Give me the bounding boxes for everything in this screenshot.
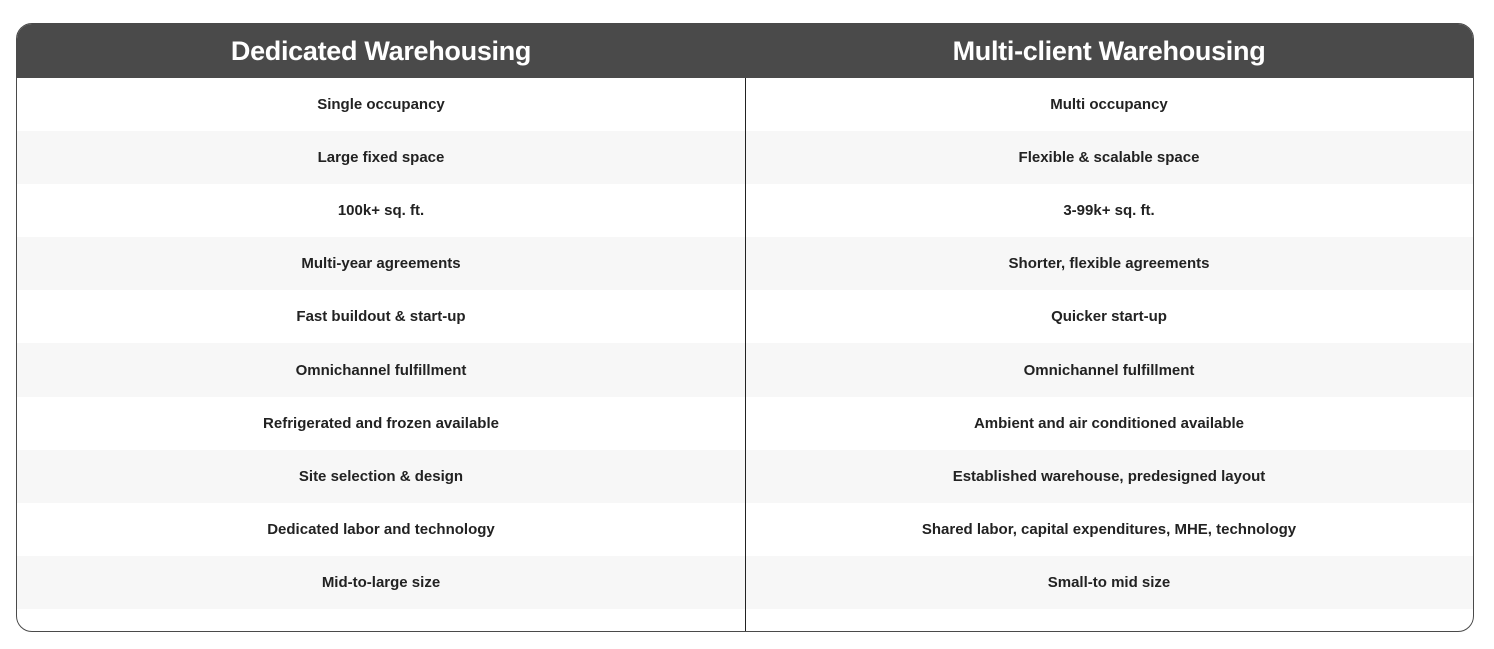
table-cell-dedicated: 100k+ sq. ft.	[337, 202, 425, 220]
table-cell-multi-client: 3-99k+ sq. ft.	[1063, 202, 1155, 220]
table-cell-multi-client: Shorter, flexible agreements	[1008, 255, 1210, 273]
table-cell-dedicated: Refrigerated and frozen available	[263, 414, 499, 432]
table-cell-dedicated: Single occupancy	[317, 96, 445, 114]
table-cell-dedicated: Multi-year agreements	[301, 255, 461, 273]
table-cell-dedicated: Fast buildout & start-up	[296, 308, 466, 326]
table-cell-multi-client: Established warehouse, predesigned layout	[952, 467, 1266, 485]
table-body	[17, 78, 1473, 632]
table-header-row	[17, 24, 1473, 78]
column-header-multi-client: Multi-client Warehousing	[952, 35, 1266, 66]
table-cell-multi-client: Quicker start-up	[1051, 308, 1167, 326]
table-cell-multi-client: Flexible & scalable space	[1018, 149, 1200, 167]
table-cell-dedicated: Mid-to-large size	[321, 573, 441, 591]
table-cell-dedicated: Site selection & design	[298, 467, 464, 485]
table-cell-dedicated: Dedicated labor and technology	[267, 520, 495, 538]
table-cell-dedicated: Large fixed space	[317, 149, 445, 167]
table-cell-multi-client: Small-to mid size	[1047, 573, 1171, 591]
table-cell-multi-client: Ambient and air conditioned available	[973, 414, 1245, 432]
table-cell-multi-client: Shared labor, capital expenditures, MHE, technology	[921, 520, 1297, 538]
table-cell-multi-client: Omnichannel fulfillment	[1023, 361, 1195, 379]
column-header-dedicated: Dedicated Warehousing	[230, 35, 532, 66]
comparison-table	[16, 23, 1474, 632]
table-cell-dedicated: Omnichannel fulfillment	[295, 361, 467, 379]
table-cell-multi-client: Multi occupancy	[1050, 96, 1168, 114]
column-divider	[745, 78, 746, 632]
